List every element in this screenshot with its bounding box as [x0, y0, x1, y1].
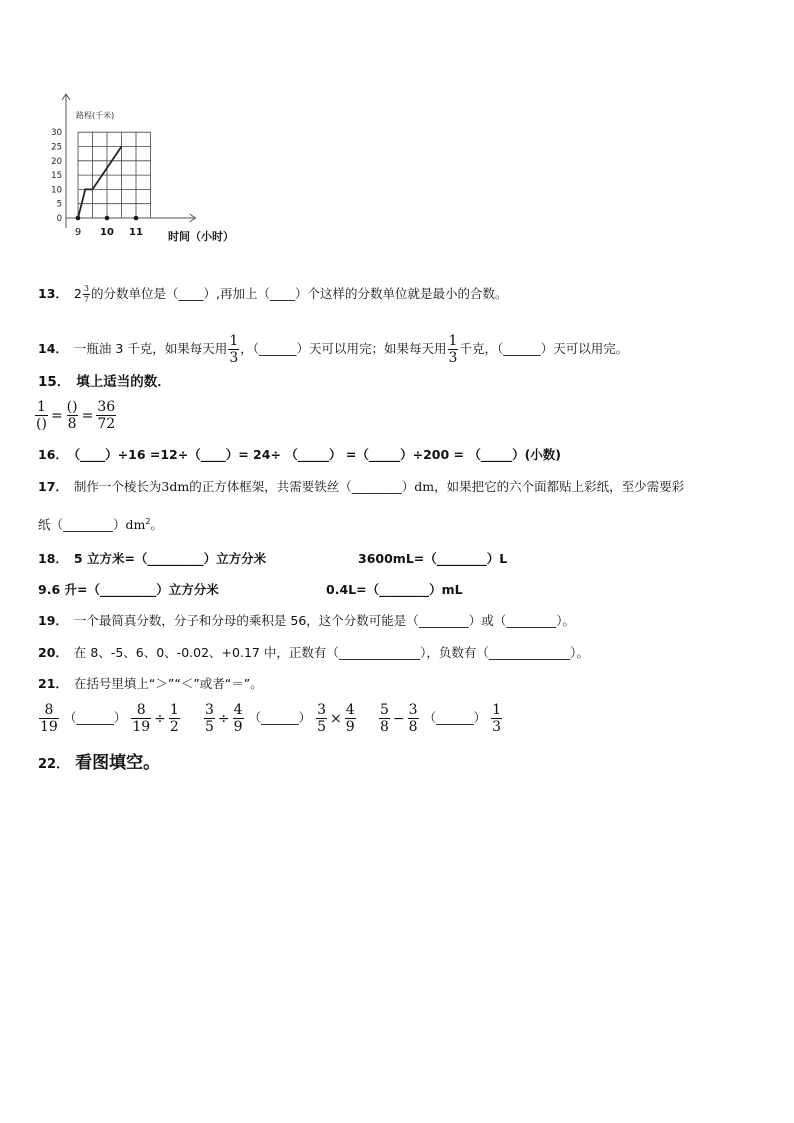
comparison-blank[interactable]: （______） — [423, 710, 487, 725]
comparison-2 — [203, 703, 357, 734]
numerator: 5 — [380, 702, 389, 718]
comparison-3 — [378, 703, 503, 734]
question-19 — [38, 612, 575, 630]
question-13 — [38, 285, 507, 304]
question-14 — [38, 334, 628, 365]
denominator: 5 — [317, 719, 326, 735]
conversion-b: 3600mL=（________）L — [358, 551, 508, 566]
question-17-line-2 — [38, 513, 163, 534]
denominator: 8 — [67, 416, 77, 432]
question-title: 看图填空。 — [75, 753, 161, 773]
mixed-number-fraction — [83, 285, 90, 304]
question-number: 19． — [38, 613, 68, 628]
denominator: 9 — [233, 719, 243, 735]
y-tick-label: 15 — [51, 171, 62, 182]
comparison-row — [0, 703, 794, 743]
numerator: 3 — [83, 284, 89, 293]
y-tick-label: 20 — [51, 156, 62, 167]
text: 一瓶油 3 千克，如果每天用 — [73, 341, 228, 356]
x-axis-label: 时间（小时） — [168, 230, 234, 243]
fraction — [131, 703, 151, 734]
y-axis-label: 路程(千米) — [76, 111, 115, 120]
fraction — [345, 703, 356, 734]
unit: dm — [125, 517, 146, 533]
x-tick-label: 10 — [100, 227, 114, 238]
mixed-number-whole: 2 — [73, 286, 82, 301]
numerator: 1 — [37, 399, 46, 415]
denominator: 8 — [408, 719, 418, 735]
answer-blank[interactable]: ____ — [269, 286, 295, 301]
equals-sign: = — [50, 407, 63, 424]
question-21 — [38, 675, 263, 693]
question-number: 21． — [38, 676, 68, 691]
x-tick-label: 9 — [74, 227, 82, 238]
question-number: 17． — [38, 479, 68, 494]
question-22 — [38, 752, 160, 776]
text: ，（ — [240, 341, 259, 356]
numerator: 1 — [448, 333, 458, 349]
distance-time-chart — [40, 90, 260, 250]
numerator: 1 — [492, 702, 501, 718]
denominator: 19 — [132, 719, 151, 735]
conversion-c: 9.6 升=（_________）立方分米 — [38, 582, 219, 597]
conversion-d: 0.4L=（________）mL — [326, 582, 463, 597]
comparison-blank[interactable]: （______） — [248, 710, 312, 725]
question-16 — [38, 446, 561, 464]
answer-blank[interactable]: ______ — [503, 341, 541, 356]
operator: − — [392, 710, 405, 727]
numerator: 36 — [97, 399, 116, 415]
exponent: 2 — [145, 517, 151, 526]
comparison-1 — [38, 703, 181, 734]
question-title: 在括号里填上“＞”“＜”或者“＝”。 — [73, 676, 263, 691]
fraction — [408, 703, 419, 734]
denominator: 19 — [40, 719, 58, 735]
denominator: 3 — [229, 350, 239, 366]
x-tick-dot — [134, 216, 139, 221]
fraction — [35, 400, 48, 431]
numerator-blank[interactable]: () — [66, 399, 78, 415]
denominator: 7 — [83, 295, 89, 304]
text: ）天可以用完；如果每天用 — [296, 341, 447, 356]
fraction — [233, 703, 244, 734]
denominator: 3 — [448, 350, 458, 366]
numerator: 4 — [233, 702, 243, 718]
numerator: 4 — [345, 702, 355, 718]
denominator: 2 — [169, 719, 179, 735]
unit: dm — [414, 479, 435, 494]
denominator: 3 — [492, 719, 501, 735]
text: ）天可以用完。 — [540, 341, 629, 356]
denominator: 9 — [345, 719, 355, 735]
y-tick-label: 30 — [51, 128, 62, 139]
chart-series — [78, 147, 122, 219]
answer-blank[interactable]: ______ — [259, 341, 297, 356]
question-18 — [38, 550, 266, 568]
question-number: 20． — [38, 645, 68, 660]
numerator: 3 — [408, 702, 418, 718]
numerator: 8 — [136, 702, 146, 718]
question-number: 13． — [38, 286, 68, 301]
question-number: 22． — [38, 757, 70, 772]
edge-length: 3dm — [161, 479, 190, 494]
fraction — [228, 334, 239, 365]
question-15-equation — [34, 400, 117, 431]
y-tick-label: 0 — [56, 214, 62, 224]
fraction — [96, 400, 116, 431]
question-text: （____）÷16 =12÷（____）= 24÷ （_____） =（_____）÷200 = （_____）(小数) — [73, 447, 562, 462]
question-title: 填上适当的数． — [76, 374, 171, 390]
text: ）个这样的分数单位就是最小的合数。 — [294, 286, 508, 301]
text: 制作一个棱长为 — [73, 479, 162, 494]
chart-grid — [78, 132, 151, 218]
x-tick-dot — [105, 216, 110, 221]
x-tick-label: 11 — [129, 227, 143, 238]
operator: × — [329, 710, 342, 727]
question-number: 14． — [38, 341, 68, 356]
question-number: 18． — [38, 551, 68, 566]
text: 的正方体框架，共需要铁丝（________） — [189, 479, 415, 494]
text: 的分数单位是（ — [90, 286, 179, 301]
numerator: 3 — [317, 702, 326, 718]
fraction — [39, 703, 59, 734]
fraction — [204, 703, 215, 734]
fraction — [169, 703, 180, 734]
question-text: 在 8、-5、6、0、-0.02、+0.17 中，正数有（_____________），负数有（_____________）。 — [73, 645, 589, 660]
question-number: 15． — [38, 374, 71, 390]
text: 。 — [150, 517, 163, 533]
fraction — [448, 334, 459, 365]
text: 千克，（ — [459, 341, 504, 356]
question-number: 16． — [38, 447, 68, 462]
conversion-a: 5 立方米=（_________）立方分米 — [73, 551, 267, 566]
fraction — [379, 703, 390, 734]
fraction — [66, 400, 79, 431]
text: ，如果把它的六个面都贴上彩纸，至少需要彩 — [434, 479, 685, 494]
denominator: 5 — [205, 719, 214, 735]
series-line — [78, 147, 122, 219]
operator: ÷ — [154, 710, 166, 727]
comparison-blank[interactable]: （______） — [63, 710, 127, 725]
fraction — [316, 703, 327, 734]
denominator: 8 — [380, 719, 389, 735]
y-tick-label: 10 — [51, 185, 62, 196]
y-tick-label: 5 — [56, 199, 62, 210]
text: ）,再加上（ — [203, 286, 270, 301]
equals-sign: = — [81, 407, 94, 424]
numerator: 1 — [229, 333, 239, 349]
operator: ÷ — [217, 710, 230, 727]
y-tick-label: 25 — [51, 142, 62, 153]
question-text: 一个最简真分数，分子和分母的乘积是 56，这个分数可能是（________）或（________）。 — [73, 613, 576, 628]
denominator: 72 — [97, 416, 116, 432]
question-17 — [38, 478, 684, 496]
numerator: 3 — [205, 702, 214, 718]
question-20 — [38, 644, 589, 662]
question-15 — [38, 373, 171, 391]
answer-blank[interactable]: ____ — [178, 286, 204, 301]
numerator: 8 — [44, 702, 54, 718]
numerator: 1 — [169, 702, 179, 718]
denominator-blank[interactable]: () — [36, 416, 47, 432]
fraction — [491, 703, 502, 734]
text: 纸（________） — [38, 517, 126, 533]
